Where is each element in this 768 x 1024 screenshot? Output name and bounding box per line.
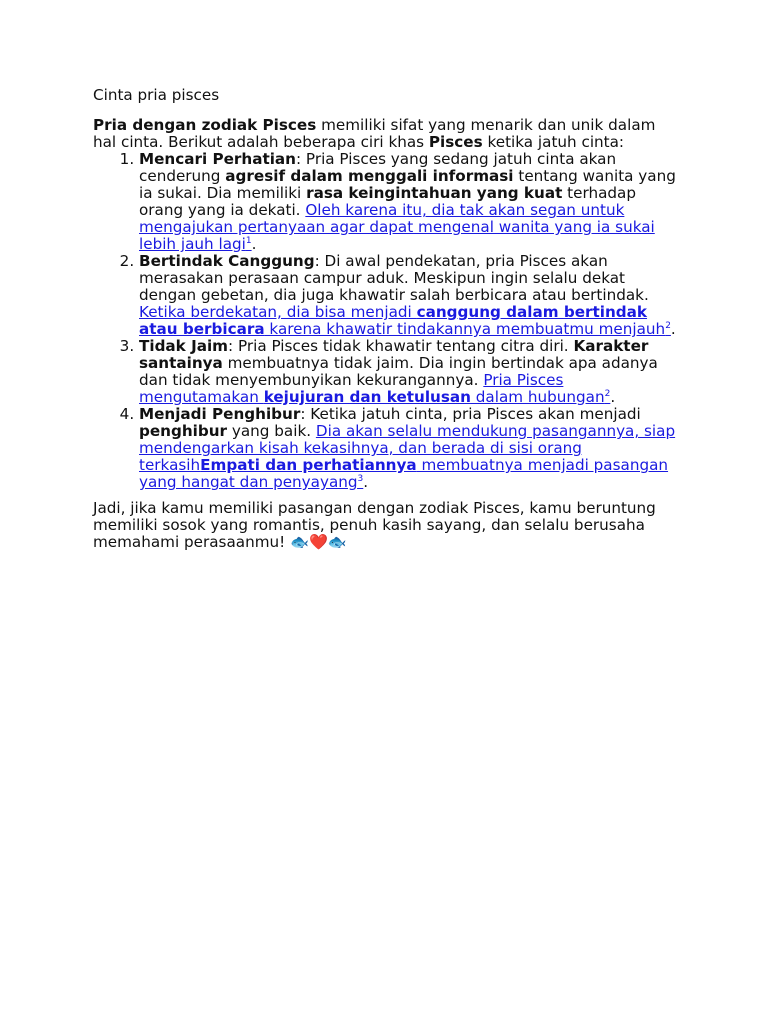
item-bold-text: penghibur — [139, 422, 228, 440]
link-text: membuatnya menjadi pasangan yang hangat dan penyayang — [139, 456, 669, 491]
link-text: dalam hubungan — [470, 388, 605, 406]
item-end: . — [251, 235, 257, 253]
item-text: membuatnya tidak jaim. Dia ingin bertindak apa adanya dan tidak menyembunyikan kekurangannya. — [139, 354, 658, 389]
item-text: : Pria Pisces tidak khawatir tentang citra diri. — [228, 337, 574, 355]
link-text: karena khawatir tindakannya membuatmu menjauh — [264, 320, 666, 338]
link-text: Oleh karena itu, dia tak akan segan untuk mengajukan pertanyaan agar dapat mengenal wanita yang ia sukai lebih jauh lagi — [139, 201, 655, 253]
list-item — [139, 406, 683, 491]
document-body — [93, 87, 683, 551]
item-bold-text: rasa keingintahuan yang kuat — [306, 184, 563, 202]
link-text: Ketika berdekatan, dia bisa menjadi — [139, 303, 417, 321]
intro-bold-pisces: Pisces — [428, 133, 483, 151]
list-item — [139, 253, 683, 338]
item-text: : Pria Pisces yang sedang jatuh cinta akan cenderung — [139, 150, 617, 185]
item-heading: Menjadi Penghibur — [139, 405, 301, 423]
item-bold-text: agresif dalam menggali informasi — [225, 167, 514, 185]
item-heading: Bertindak Canggung — [139, 252, 315, 270]
reference-number: 2 — [604, 388, 611, 399]
reference-number: 2 — [665, 320, 671, 331]
outro-paragraph: Jadi, jika kamu memiliki pasangan dengan zodiak Pisces, kamu beruntung memiliki sosok yang romantis, penuh kasih sayang, dan selalu berusaha memahami perasaanmu! 🐟❤️🐟 — [93, 499, 656, 551]
document-title: Cinta pria pisces — [93, 86, 220, 104]
traits-list — [93, 151, 683, 491]
item-text: terhadap orang yang ia dekati. — [139, 184, 636, 219]
item-bold-text: Karakter santainya — [139, 337, 649, 372]
link-text: Pria Pisces mengutamakan — [139, 371, 564, 406]
item-text: : Ketika jatuh cinta, pria Pisces akan menjadi — [300, 405, 641, 423]
reference-number: 1 — [245, 235, 252, 246]
item-heading: Tidak Jaim — [139, 337, 229, 355]
link-bold-text: canggung dalam bertindak atau berbicara — [139, 303, 648, 338]
item-end: . — [670, 320, 676, 338]
link-bold-text: Empati dan perhatiannya — [200, 456, 417, 474]
list-item — [139, 151, 683, 253]
item-text: yang baik. — [227, 422, 316, 440]
item-end: . — [610, 388, 616, 406]
intro-bold-subject: Pria dengan zodiak Pisces — [93, 116, 317, 134]
reference-number: 3 — [357, 473, 364, 484]
intro-text-end: ketika jatuh cinta: — [482, 133, 625, 151]
link-text: Dia akan selalu mendukung pasangannya, siap mendengarkan kisah kekasihnya, dan berada di sisi orang terkasih — [139, 422, 676, 474]
list-item — [139, 338, 683, 406]
item-end: . — [363, 473, 369, 491]
item-text: : Di awal pendekatan, pria Pisces akan merasakan perasaan campur aduk. Meskipun ingin selalu dekat dengan gebetan, dia juga khawatir salah berbicara atau bertindak. — [139, 252, 649, 304]
item-reference-link[interactable] — [139, 303, 671, 338]
link-bold-text: kejujuran dan ketulusan — [263, 388, 471, 406]
item-text: tentang wanita yang ia sukai. Dia memiliki — [139, 167, 676, 202]
intro-paragraph — [93, 117, 683, 151]
item-heading: Mencari Perhatian — [139, 150, 296, 168]
intro-text: memiliki sifat yang menarik dan unik dalam hal cinta. Berikut adalah beberapa ciri khas — [93, 116, 656, 151]
